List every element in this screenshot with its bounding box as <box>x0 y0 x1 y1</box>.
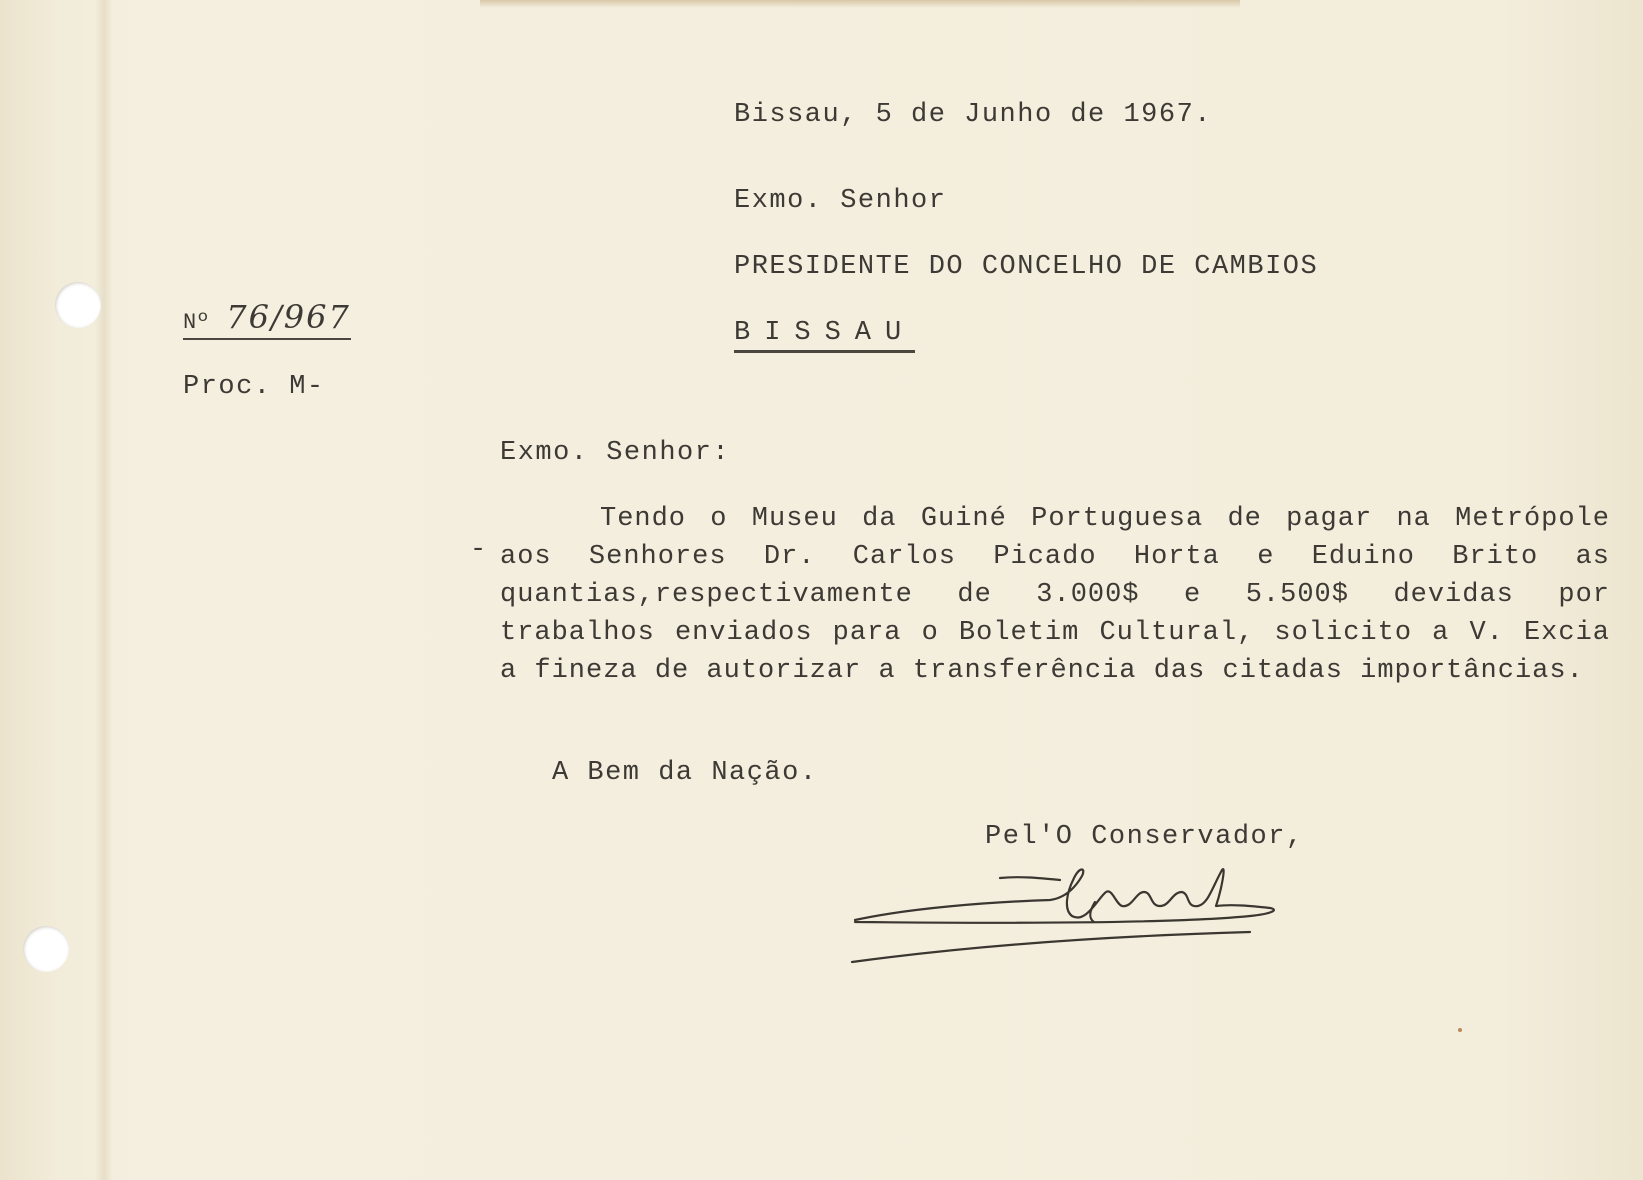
punch-hole-top <box>55 282 101 328</box>
letter-body: Tendo o Museu da Guiné Portuguesa de pagar na Metrópole aos Senhores Dr. Carlos Picado Horta e Eduino Brito as quantias,respectivamente de 3.000$ e 5.500$ devidas por trabalhos enviados para o Boletim Cultural, solicito a V. Excia a fineza de autorizar a transferência das citadas importâncias. <box>500 504 1610 686</box>
date-line: Bissau, 5 de Junho de 1967. <box>734 100 1212 130</box>
greeting: Exmo. Senhor: <box>500 438 731 468</box>
paper-speck <box>1458 1028 1462 1032</box>
reference-prefix: Nº <box>183 310 210 335</box>
closing-formula: A Bem da Nação. <box>552 758 818 788</box>
addressee-name: PRESIDENTE DO CONCELHO DE CAMBIOS <box>734 252 1319 282</box>
signature <box>850 848 1320 968</box>
paper-fold-shadow <box>95 0 113 1180</box>
reference-number-value: 76/967 <box>226 298 351 336</box>
addressee-title: Exmo. Senhor <box>734 186 947 216</box>
signatory-title: Pel'O Conservador, <box>985 822 1304 852</box>
process-reference: Proc. M- <box>183 372 325 402</box>
addressee-city: BISSAU <box>734 318 915 353</box>
reference-number <box>183 298 351 340</box>
punch-hole-bottom <box>23 926 69 972</box>
margin-mark: - <box>470 535 487 565</box>
paper-stain <box>480 0 1240 8</box>
